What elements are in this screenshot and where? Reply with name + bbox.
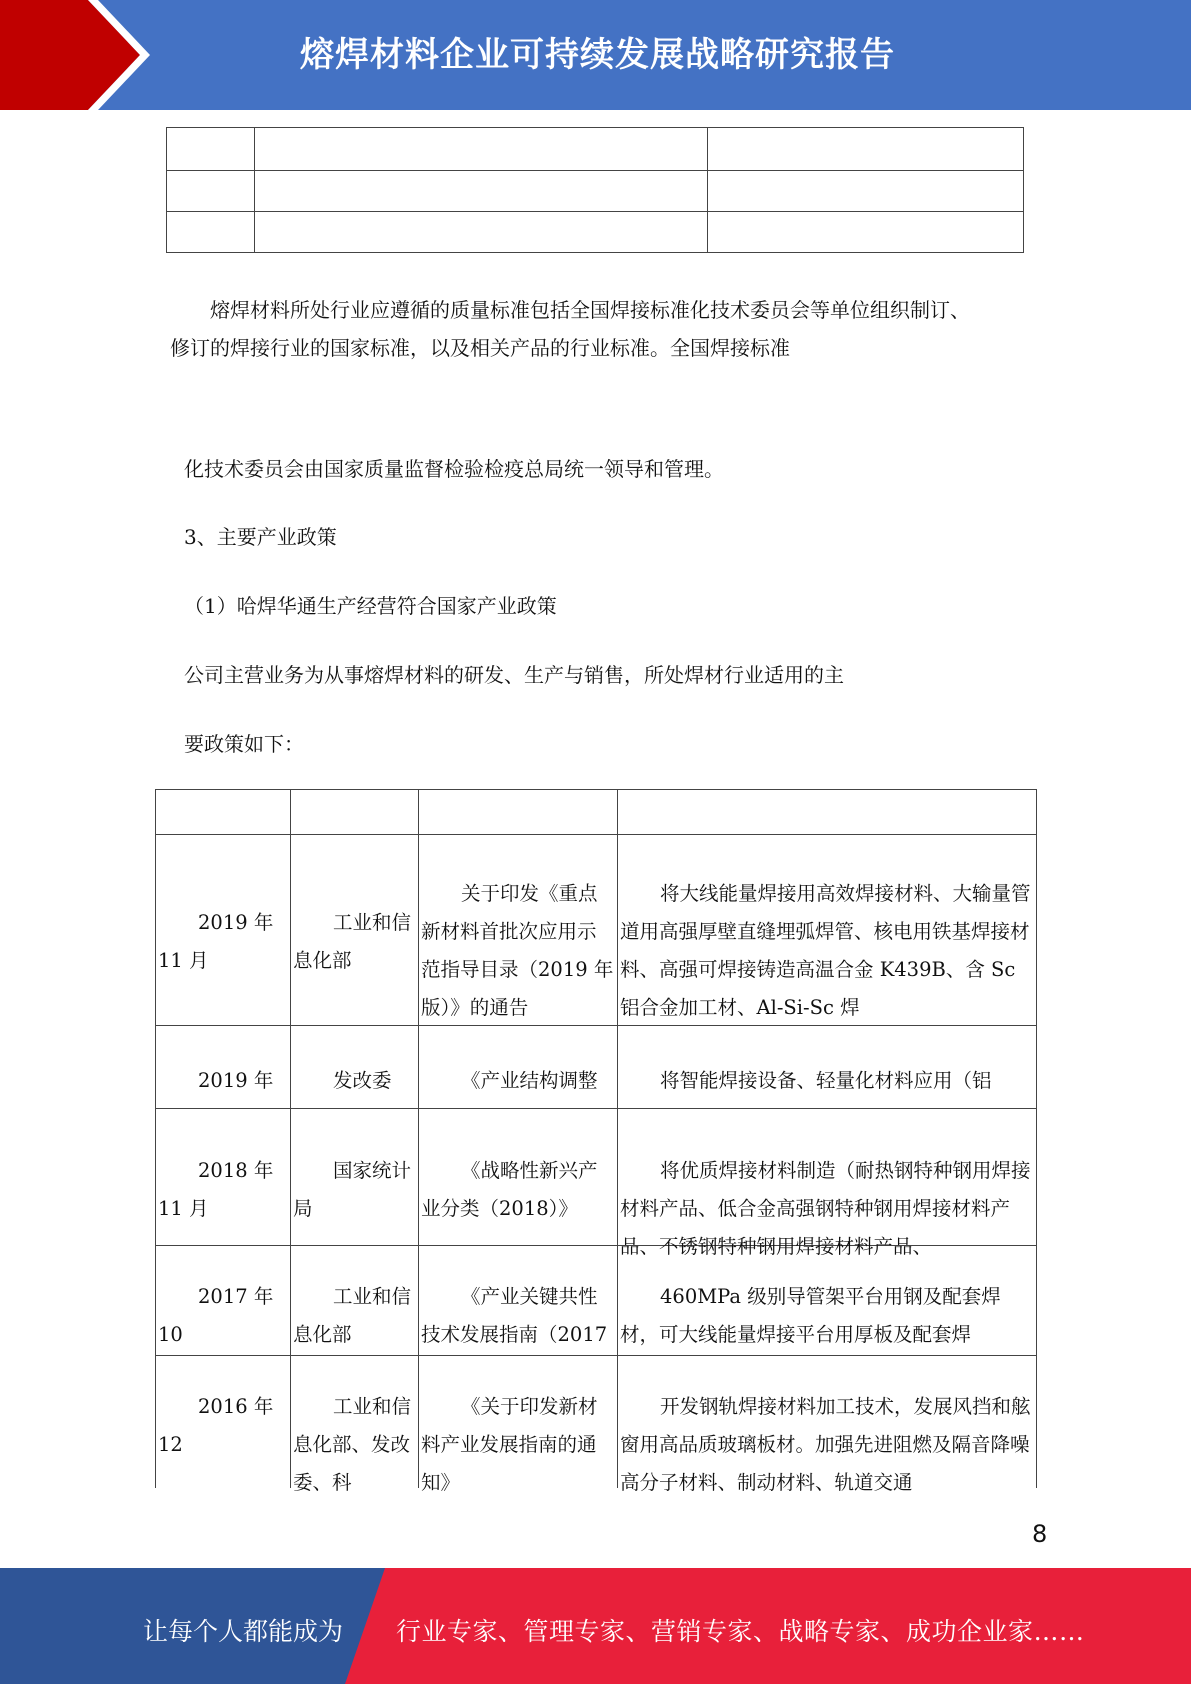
subsection-heading: （1）哈焊华通生产经营符合国家产业政策 [184,594,557,618]
date-cell: 2019 年 [198,1069,274,1092]
page-footer [0,1568,1191,1684]
content-cell: 开发钢轨焊接材料加工技术，发展风挡和舷窗用高品质玻璃板材。加强先进阻燃及隔音降噪高分子材料、制动材料、轨道交通 [620,1395,1031,1494]
body-paragraph: 要政策如下： [184,732,304,756]
body-paragraph: 化技术委员会由国家质量监督检验检疫总局统一领导和管理。 [184,457,724,481]
page-number: 8 [1032,1520,1048,1548]
header-cell [419,790,618,835]
header-cell [291,790,419,835]
department-cell: 工业和信息化部、发改委、科 [293,1395,412,1494]
content-cell: 将优质焊接材料制造（耐热钢特种钢用焊接材料产品、低合金高强钢特种钢用焊接材料产品、不锈钢特种钢用焊接材料产品、 [620,1159,1031,1258]
date-cell: 2019 年 11 月 [158,911,274,972]
clipped-line [170,326,1030,360]
department-cell: 国家统计局 [293,1159,412,1220]
report-title: 熔焊材料企业可持续发展战略研究报告 [300,35,895,75]
table-row [156,1026,1037,1109]
content-cell: 将大线能量焊接用高效焊接材料、大输量管道用高强厚壁直缝埋弧焊管、核电用铁基焊接材料、高强可焊接铸造高温合金 K439B、含 Sc 铝合金加工材、Al-Si-Sc 焊 [620,882,1031,1019]
table-cell [255,212,708,253]
document-cell: 《关于印发新材料产业发展指南的通知》 [421,1395,598,1494]
table-cell [167,128,255,171]
table-row [167,171,1024,212]
content-cell: 将智能焊接设备、轻量化材料应用（铝 [660,1069,992,1092]
table-row [167,212,1024,253]
department-cell: 工业和信息化部 [293,1285,412,1346]
page-header [0,0,1191,110]
table-row [156,835,1037,1026]
table-cell [707,171,1023,212]
body-paragraph: 熔焊材料所处行业应遵循的质量标准包括全国焊接标准化技术委员会等单位组织制订、 [210,298,970,322]
table-cell [707,128,1023,171]
body-paragraph: 公司主营业务为从事熔焊材料的研发、生产与销售，所处焊材行业适用的主 [184,663,844,687]
document-cell: 关于印发《重点新材料首批次应用示范指导目录（2019 年版）》的通告 [421,882,614,1019]
table-cell [167,212,255,253]
table-cell [255,128,708,171]
document-cell: 《战略性新兴产业分类（2018）》 [421,1159,598,1220]
table-cell [167,171,255,212]
document-cell: 《产业结构调整 [461,1069,598,1092]
body-paragraph-cut: 修订的焊接行业的国家标准，以及相关产品的行业标准。全国焊接标准 [170,336,790,360]
table-row [156,1356,1037,1489]
header-cell [156,790,291,835]
date-cell: 2017 年 10 [158,1285,274,1346]
date-cell: 2018 年 11 月 [158,1159,274,1220]
content-cell: 460MPa 级别导管架平台用钢及配套焊材，可大线能量焊接平台用厚板及配套焊 [620,1285,1001,1346]
footer-slogan-right: 行业专家、管理专家、营销专家、战略专家、成功企业家…… [396,1617,1085,1646]
standards-table [166,127,1024,253]
department-cell: 工业和信息化部 [293,911,412,972]
table-header-row [156,790,1037,835]
date-cell: 2016 年 12 [158,1395,274,1456]
policy-table [155,789,1037,1494]
header-cell [618,790,1037,835]
document-cell: 《产业关键共性技术发展指南（2017 [421,1285,608,1346]
department-cell: 发改委 [333,1069,392,1092]
table-row [167,128,1024,171]
table-cell [255,171,708,212]
section-heading: 3、主要产业政策 [184,525,337,549]
table-row [156,1109,1037,1246]
footer-slogan-left: 让每个人都能成为 [143,1617,344,1646]
table-cell [707,212,1023,253]
